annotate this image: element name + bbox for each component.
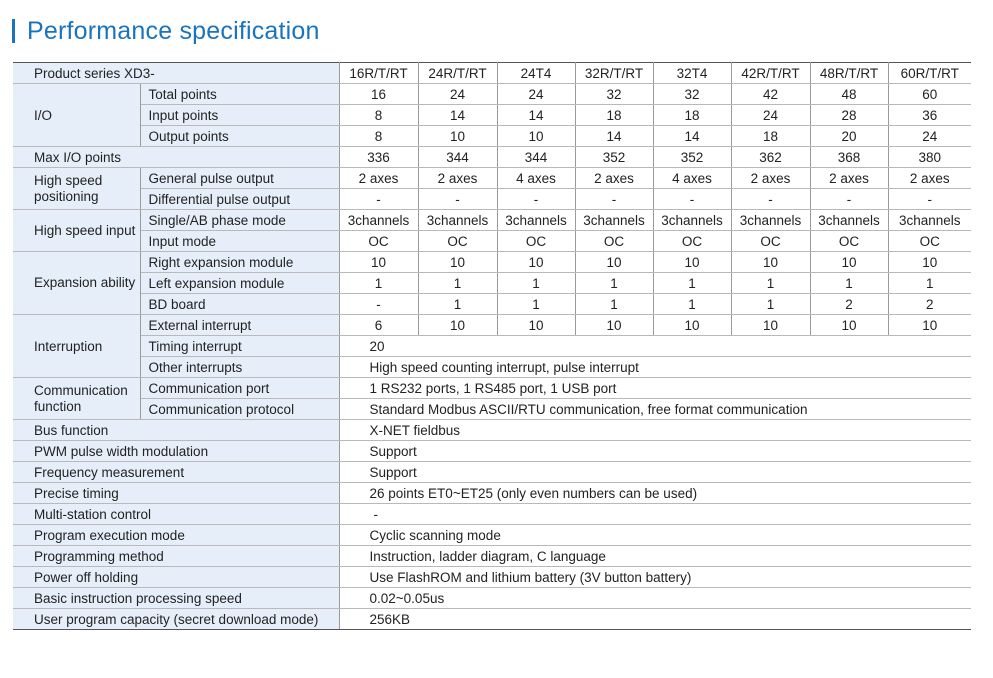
value-cell: 3channels	[418, 210, 497, 231]
value-cell: 24	[731, 105, 810, 126]
value-cell: 18	[653, 105, 731, 126]
spec-row	[13, 189, 971, 210]
group-label-expansion: Expansion ability	[13, 252, 140, 315]
row-label: Bus function	[13, 420, 339, 441]
model-header-cell: 24T4	[497, 63, 575, 84]
row-label: Max I/O points	[13, 147, 339, 168]
sub-label: BD board	[140, 294, 339, 315]
value-cell: 24	[497, 84, 575, 105]
spec-row	[13, 609, 971, 630]
value-cell: 4 axes	[653, 168, 731, 189]
value-cell: 10	[731, 315, 810, 336]
value-cell: 1	[653, 273, 731, 294]
value-cell: 10	[731, 252, 810, 273]
value-cell: 2 axes	[731, 168, 810, 189]
sub-label: Other interrupts	[140, 357, 339, 378]
value-cell: 1	[575, 273, 653, 294]
value-cell: 10	[888, 315, 971, 336]
value-cell: 352	[575, 147, 653, 168]
value-cell: OC	[731, 231, 810, 252]
model-header-cell: 16R/T/RT	[339, 63, 418, 84]
spec-row	[13, 273, 971, 294]
span-value-cell: 20	[339, 336, 971, 357]
value-cell: 1	[339, 273, 418, 294]
value-cell: 42	[731, 84, 810, 105]
spec-row	[13, 84, 971, 105]
spec-row	[13, 294, 971, 315]
span-value-cell: Cyclic scanning mode	[339, 525, 971, 546]
value-cell: 3channels	[653, 210, 731, 231]
value-cell: 10	[810, 252, 888, 273]
value-cell: 14	[497, 105, 575, 126]
value-cell: 2 axes	[810, 168, 888, 189]
row-label: Power off holding	[13, 567, 339, 588]
spec-row	[13, 399, 971, 420]
title-accent-bar	[12, 19, 15, 43]
value-cell: 10	[888, 252, 971, 273]
value-cell: 10	[653, 315, 731, 336]
spec-row	[13, 168, 971, 189]
value-cell: 1	[888, 273, 971, 294]
value-cell: 14	[575, 126, 653, 147]
spec-row	[13, 546, 971, 567]
value-cell: 24	[418, 84, 497, 105]
value-cell: 8	[339, 126, 418, 147]
value-cell: 10	[418, 315, 497, 336]
value-cell: 10	[810, 315, 888, 336]
value-cell: 24	[888, 126, 971, 147]
value-cell: 2	[810, 294, 888, 315]
sub-label: Output points	[140, 126, 339, 147]
spec-row	[13, 231, 971, 252]
value-cell: -	[888, 189, 971, 210]
value-cell: 352	[653, 147, 731, 168]
value-cell: 8	[339, 105, 418, 126]
value-cell: 362	[731, 147, 810, 168]
value-cell: OC	[653, 231, 731, 252]
value-cell: 3channels	[810, 210, 888, 231]
value-cell: 10	[418, 126, 497, 147]
value-cell: 3channels	[731, 210, 810, 231]
value-cell: 18	[731, 126, 810, 147]
spec-row	[13, 420, 971, 441]
value-cell: 1	[418, 273, 497, 294]
sub-label: Input mode	[140, 231, 339, 252]
value-cell: 36	[888, 105, 971, 126]
performance-spec-table	[13, 62, 971, 630]
model-header-cell: 48R/T/RT	[810, 63, 888, 84]
value-cell: 1	[497, 294, 575, 315]
spec-row	[13, 126, 971, 147]
value-cell: OC	[497, 231, 575, 252]
product-series-label: Product series XD3-	[13, 63, 339, 84]
value-cell: OC	[418, 231, 497, 252]
row-label: Multi-station control	[13, 504, 339, 525]
spec-row	[13, 147, 971, 168]
value-cell: 3channels	[888, 210, 971, 231]
value-cell: 20	[810, 126, 888, 147]
row-label: PWM pulse width modulation	[13, 441, 339, 462]
header-row	[13, 63, 971, 84]
spec-row	[13, 315, 971, 336]
model-header-cell: 32R/T/RT	[575, 63, 653, 84]
row-label: Program execution mode	[13, 525, 339, 546]
value-cell: 28	[810, 105, 888, 126]
model-header-cell: 32T4	[653, 63, 731, 84]
value-cell: 3channels	[575, 210, 653, 231]
model-header-cell: 42R/T/RT	[731, 63, 810, 84]
group-label-hs-positioning: High speed positioning	[13, 168, 140, 210]
sub-label: Timing interrupt	[140, 336, 339, 357]
value-cell: 1	[653, 294, 731, 315]
model-header-cell: 24R/T/RT	[418, 63, 497, 84]
sub-label: Total points	[140, 84, 339, 105]
sub-label: Communication port	[140, 378, 339, 399]
value-cell: 336	[339, 147, 418, 168]
span-value-cell: High speed counting interrupt, pulse interrupt	[339, 357, 971, 378]
value-cell: 344	[418, 147, 497, 168]
value-cell: OC	[339, 231, 418, 252]
value-cell: -	[653, 189, 731, 210]
spec-row	[13, 504, 971, 525]
value-cell: 10	[418, 252, 497, 273]
value-cell: 1	[731, 273, 810, 294]
value-cell: 10	[497, 315, 575, 336]
group-label-hs-input: High speed input	[13, 210, 140, 252]
value-cell: 1	[731, 294, 810, 315]
sub-label: Left expansion module	[140, 273, 339, 294]
spec-row	[13, 252, 971, 273]
value-cell: 32	[653, 84, 731, 105]
sub-label: General pulse output	[140, 168, 339, 189]
value-cell: OC	[810, 231, 888, 252]
value-cell: 3channels	[339, 210, 418, 231]
value-cell: -	[575, 189, 653, 210]
row-label: Basic instruction processing speed	[13, 588, 339, 609]
value-cell: 1	[497, 273, 575, 294]
span-value-cell: Instruction, ladder diagram, C language	[339, 546, 971, 567]
value-cell: 380	[888, 147, 971, 168]
value-cell: 48	[810, 84, 888, 105]
spec-row	[13, 525, 971, 546]
value-cell: 2 axes	[575, 168, 653, 189]
value-cell: -	[339, 294, 418, 315]
row-label: Precise timing	[13, 483, 339, 504]
value-cell: 344	[497, 147, 575, 168]
sub-label: Differential pulse output	[140, 189, 339, 210]
value-cell: 1	[575, 294, 653, 315]
spec-row	[13, 567, 971, 588]
span-value-cell: 0.02~0.05us	[339, 588, 971, 609]
section-title	[12, 14, 320, 48]
group-label-interruption: Interruption	[13, 315, 140, 378]
spec-row	[13, 378, 971, 399]
sub-label: Input points	[140, 105, 339, 126]
model-header-cell: 60R/T/RT	[888, 63, 971, 84]
spec-row	[13, 441, 971, 462]
spec-row	[13, 588, 971, 609]
value-cell: 16	[339, 84, 418, 105]
value-cell: 6	[339, 315, 418, 336]
value-cell: 2 axes	[339, 168, 418, 189]
group-label-communication: Communication function	[13, 378, 140, 420]
group-label-io: I/O	[13, 84, 140, 147]
spec-row	[13, 336, 971, 357]
sub-label: External interrupt	[140, 315, 339, 336]
value-cell: 10	[497, 126, 575, 147]
value-cell: 2 axes	[418, 168, 497, 189]
value-cell: OC	[575, 231, 653, 252]
sub-label: Right expansion module	[140, 252, 339, 273]
value-cell: 60	[888, 84, 971, 105]
value-cell: 368	[810, 147, 888, 168]
spec-row	[13, 462, 971, 483]
spec-row	[13, 210, 971, 231]
value-cell: 3channels	[497, 210, 575, 231]
span-value-cell: 1 RS232 ports, 1 RS485 port, 1 USB port	[339, 378, 971, 399]
span-value-cell: Use FlashROM and lithium battery (3V button battery)	[339, 567, 971, 588]
value-cell: 10	[497, 252, 575, 273]
value-cell: -	[810, 189, 888, 210]
value-cell: 14	[418, 105, 497, 126]
span-value-cell: Support	[339, 441, 971, 462]
value-cell: 4 axes	[497, 168, 575, 189]
value-cell: 10	[575, 252, 653, 273]
spec-row	[13, 483, 971, 504]
value-cell: 32	[575, 84, 653, 105]
value-cell: 2 axes	[888, 168, 971, 189]
page-title: Performance specification	[27, 16, 320, 45]
value-cell: -	[339, 189, 418, 210]
value-cell: -	[497, 189, 575, 210]
value-cell: -	[731, 189, 810, 210]
sub-label: Single/AB phase mode	[140, 210, 339, 231]
row-label: Frequency measurement	[13, 462, 339, 483]
span-value-cell: Support	[339, 462, 971, 483]
value-cell: 18	[575, 105, 653, 126]
span-value-cell: 256KB	[339, 609, 971, 630]
span-value-cell: -	[339, 504, 971, 525]
value-cell: OC	[888, 231, 971, 252]
spec-row	[13, 105, 971, 126]
value-cell: 14	[653, 126, 731, 147]
value-cell: 10	[575, 315, 653, 336]
span-value-cell: 26 points ET0~ET25 (only even numbers can be used)	[339, 483, 971, 504]
spec-row	[13, 357, 971, 378]
value-cell: 10	[339, 252, 418, 273]
sub-label: Communication protocol	[140, 399, 339, 420]
span-value-cell: X-NET fieldbus	[339, 420, 971, 441]
value-cell: 2	[888, 294, 971, 315]
value-cell: 1	[810, 273, 888, 294]
value-cell: 1	[418, 294, 497, 315]
span-value-cell: Standard Modbus ASCII/RTU communication, free format communication	[339, 399, 971, 420]
row-label: User program capacity (secret download mode)	[13, 609, 339, 630]
row-label: Programming method	[13, 546, 339, 567]
value-cell: 10	[653, 252, 731, 273]
value-cell: -	[418, 189, 497, 210]
